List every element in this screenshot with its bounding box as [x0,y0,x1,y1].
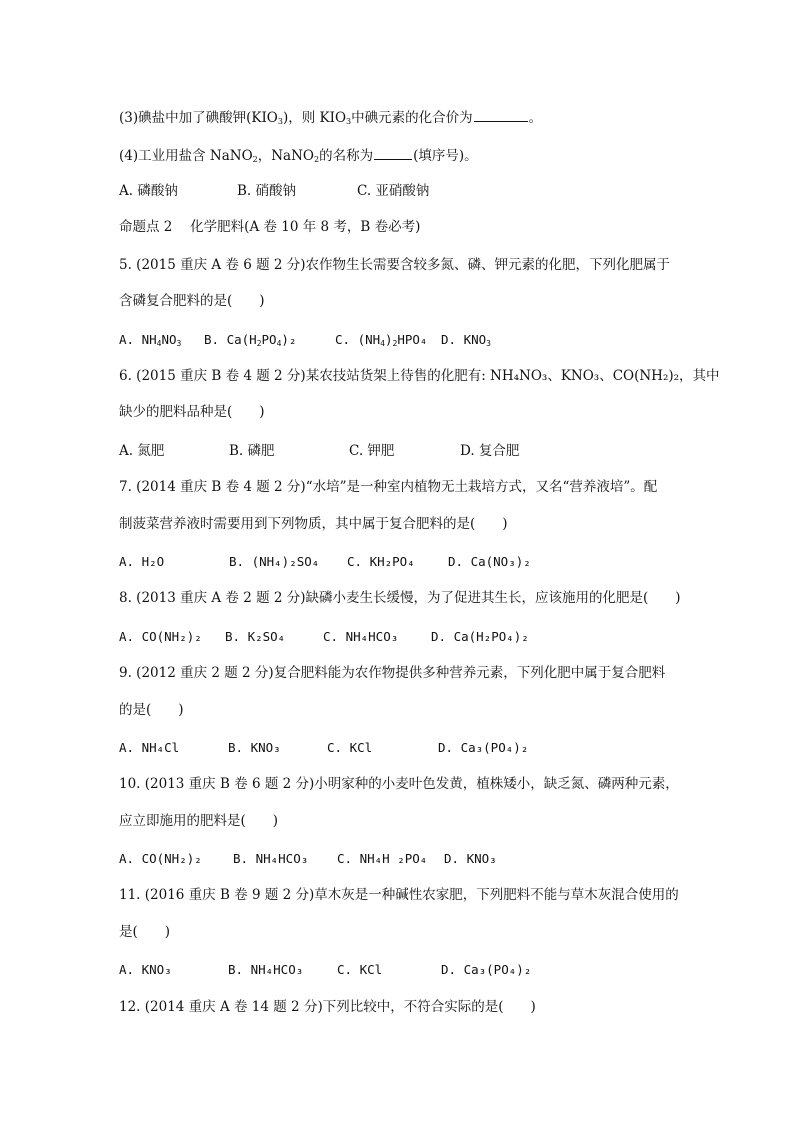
question-8-line-1: 8. (2013 重庆 A 卷 2 题 2 分)缺磷小麦生长缓慢，为了促进其生长，应该施用的化肥是( ) [119,590,681,606]
option-c[interactable] [335,331,427,349]
question-6-line-1: 6. (2015 重庆 B 卷 4 题 2 分)某农技站货架上待售的化肥有: NH₄NO₃、KNO₃、CO(NH₂)₂，其中 [119,368,720,384]
option-b[interactable]: B. KNO₃ [228,740,281,755]
question-7-line-2: 制菠菜营养液时需要用到下列物质，其中属于复合肥料的是( ) [119,516,508,532]
q3-text-mid: )，则 KIO [282,110,347,126]
option-a-sub: 4 [156,339,162,348]
option-c[interactable]: C. KCl [337,962,383,977]
option-a[interactable]: A. H₂O [119,554,165,569]
option-d[interactable] [441,331,491,349]
option-b[interactable]: B. NH₄HCO₃ [233,851,309,866]
q4-sub: 2 [252,155,258,164]
question-4 [119,146,478,165]
option-c[interactable]: C. 亚硝酸钠 [357,183,430,199]
option-a[interactable]: A. CO(NH₂)₂ [119,851,202,866]
q4-end: (填序号)。 [413,148,478,164]
answer-blank[interactable] [374,146,412,160]
option-a-rest: NO [161,332,177,347]
option-b-rest: PO [261,332,277,347]
question-5-line-1: 5. (2015 重庆 A 卷 6 题 2 分)农作物生长需要含较多氮、磷、钾元素的化肥，下列化肥属于 [119,257,671,273]
option-c-rest: ) [384,332,393,347]
question-9-line-1: 9. (2012 重庆 2 题 2 分)复合肥料能为农作物提供多种营养元素，下列化肥中属于复合肥料 [119,665,666,681]
question-10-line-1: 10. (2013 重庆 B 卷 6 题 2 分)小明家种的小麦叶色发黄，植株矮小，缺乏氮、磷两种元素， [119,776,679,792]
option-d[interactable]: D. Ca(H₂PO₄)₂ [431,629,529,644]
option-b-sub: 2 [256,339,262,348]
option-d[interactable]: D. KNO₃ [444,851,497,866]
question-9-line-2: 的是( ) [119,702,184,718]
q4-text-mid: ，NaNO [257,148,314,164]
option-a[interactable] [119,331,181,349]
q3-end: 。 [528,110,543,126]
option-c-sub: 4 [380,339,385,348]
option-c[interactable]: C. NH₄HCO₃ [323,629,399,644]
option-b-tail: )₂ [281,332,297,347]
question-7-line-1: 7. (2014 重庆 B 卷 4 题 2 分)“水培”是一种室内植物无土栽培方式，又名“营养液培”。配 [119,479,658,495]
answer-blank[interactable] [474,108,528,122]
question-11-line-2: 是( ) [119,924,171,940]
q4-sub-2: 2 [314,155,320,164]
option-d-sub: 3 [486,339,491,348]
option-b[interactable]: B. NH₄HCO₃ [228,962,304,977]
q3-text-suffix: 中碘元素的化合价为 [351,110,473,126]
option-b[interactable]: B. (NH₄)₂SO₄ [229,554,320,569]
option-b[interactable]: B. 硝酸钠 [237,183,297,199]
q3-text: (3)碘盐中加了碘酸钾(KIO [119,110,278,126]
q3-sub-2: 3 [346,117,352,126]
option-a-label: A. NH [119,332,157,347]
option-c-label: C. (NH [335,332,381,347]
option-a[interactable]: A. NH₄Cl [119,740,180,755]
option-d[interactable]: D. 复合肥 [460,443,520,459]
q4-text-suffix: 的名称为 [319,148,374,164]
option-a[interactable]: A. CO(NH₂)₂ [119,629,202,644]
question-6-line-2: 缺少的肥料品种是( ) [119,404,265,420]
option-a[interactable]: A. KNO₃ [119,962,172,977]
option-c[interactable]: C. 钾肥 [349,443,395,459]
q3-sub: 3 [277,117,283,126]
option-b-sub-2: 4 [276,339,282,348]
option-b-label: B. Ca(H [204,332,257,347]
option-a-sub-2: 3 [176,339,182,348]
option-c-tail: HPO₄ [397,332,428,347]
option-b[interactable]: B. K₂SO₄ [225,629,286,644]
option-c-sub-2: 2 [392,339,398,348]
option-c[interactable]: C. KH₂PO₄ [347,554,415,569]
question-10-line-2: 应立即施用的肥料是( ) [119,813,279,829]
option-b[interactable]: B. 磷肥 [229,443,275,459]
question-11-line-1: 11. (2016 重庆 B 卷 9 题 2 分)草木灰是一种碱性农家肥，下列肥料不能与草木灰混合使用的 [119,887,679,903]
option-d-label: D. KNO [441,332,487,347]
option-a[interactable]: A. 氮肥 [119,443,165,459]
option-a[interactable]: A. 磷酸钠 [119,183,178,199]
option-b[interactable] [204,331,296,349]
option-d[interactable]: D. Ca₃(PO₄)₂ [441,962,532,977]
q4-text: (4)工业用盐含 NaNO [119,148,253,164]
option-d[interactable]: D. Ca(NO₃)₂ [448,554,531,569]
option-c[interactable]: C. KCl [327,740,373,755]
option-d[interactable]: D. Ca₃(PO₄)₂ [438,740,529,755]
option-c[interactable]: C. NH₄H ₂PO₄ [337,851,428,866]
question-3 [119,108,542,127]
question-12-line-1: 12. (2014 重庆 A 卷 14 题 2 分)下列比较中，不符合实际的是( ) [119,999,536,1015]
section-heading: 命题点 2 化学肥料(A 卷 10 年 8 考，B 卷必考) [119,219,421,235]
question-5-line-2: 含磷复合肥料的是( ) [119,293,265,309]
